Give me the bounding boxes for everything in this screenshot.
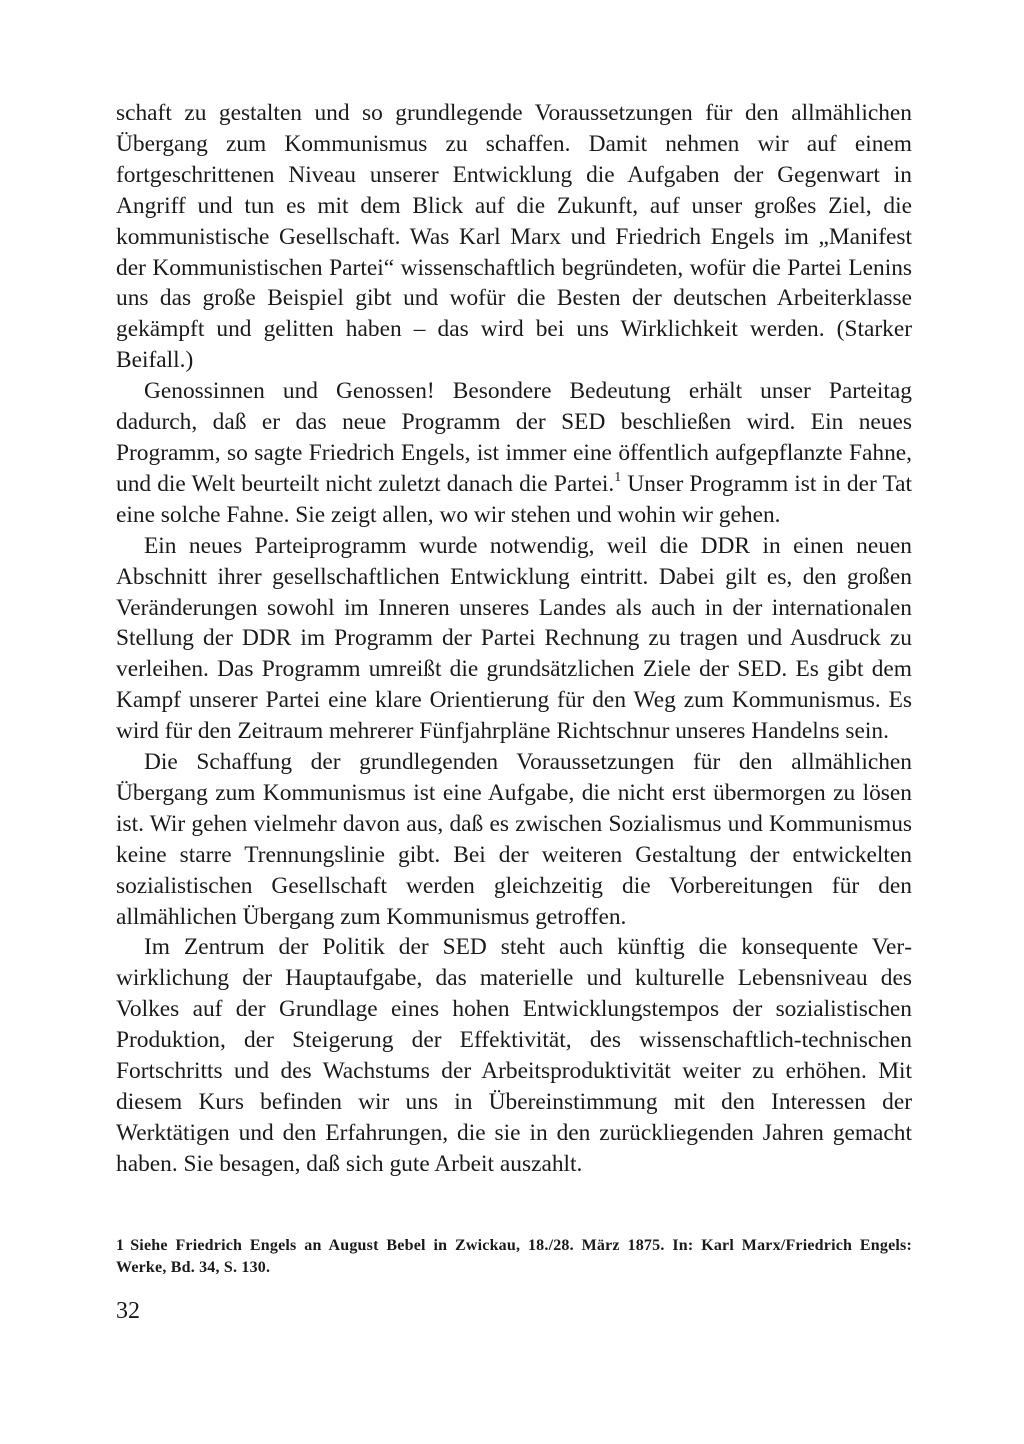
- paragraph-2: [116, 376, 912, 531]
- footnote: [116, 1235, 912, 1279]
- footnote-reference: 1: [614, 469, 622, 485]
- main-text: [116, 98, 912, 1180]
- paragraph-2-text-after: Unser Programm ist in der Tat eine solche Fahne. Sie zeigt allen, wo wir stehen und wohin wir gehen.: [116, 470, 912, 528]
- paragraph-2-text-before: Genossinnen und Genossen! Besondere Bedeutung erhält unser Parteitag dadurch, daß er das neue Programm der SED beschließen wird. Ein neues Programm, so sagte Friedrich Engels, ist immer eine öffentlich aufgepflanzte Fahne, und die Welt beurteilt nicht zuletzt danach die Partei.: [116, 378, 912, 497]
- page-body: [116, 98, 912, 1180]
- paragraph-3: Ein neues Parteiprogramm wurde notwendig, weil die DDR in einen neuen Abschnitt ihrer gesellschaftlichen Entwicklung eintritt. Dabei gilt es, den großen Veränderungen sowohl im Inneren unseres Landes als auch in der internationalen Stellung der DDR im Programm der Partei Rechnung zu tragen und Ausdruck zu verleihen. Das Programm umreißt die grundsätzlichen Ziele der SED. Es gibt dem Kampf unserer Partei eine klare Orientierung für den Weg zum Kommunismus. Es wird für den Zeitraum mehrerer Fünfjahrpläne Richtschnur unseres Handelns sein.: [116, 532, 912, 745]
- page-number: 32: [116, 1298, 140, 1324]
- paragraph-1: schaft zu gestalten und so grundlegende Voraussetzungen für den allmählichen Übergang zum Kommunismus zu schaffen. Damit nehmen wir auf einem fortgeschrittenen Niveau unserer Entwicklung die Aufgaben der Gegenwart in Angriff und tun es mit dem Blick auf die Zukunft, auf unser großes Ziel, die kommunistische Gesellschaft. Was Karl Marx und Friedrich Engels im „Manifest der Kommunistischen Partei“ wissenschaftlich begründeten, wofür die Partei Lenins uns das große Beispiel gibt und wofür die Besten der deutschen Arbeiterklasse gekämpft und gelitten haben – das wird bei uns Wirklichkeit werden. (Starker Beifall.): [116, 100, 912, 374]
- footnote-mark: 1: [116, 1237, 125, 1254]
- paragraph-5: Im Zentrum der Politik der SED steht auch künftig die konsequente Verwirklichung der Hauptaufgabe, das materielle und kulturelle Lebensniveau des Volkes auf der Grundlage eines hohen Entwicklungstempos der sozialistischen Produktion, der Steigerung der Effektivität, des wissenschaftlich-technischen Fortschritts und des Wachstums der Arbeitsproduktivität weiter zu erhöhen. Mit diesem Kurs befinden wir uns in Übereinstimmung mit den Interessen der Werktätigen und den Erfahrungen, die sie in den zurückliegenden Jahren gemacht haben. Sie besagen, daß sich gute Arbeit auszahlt.: [116, 934, 912, 1177]
- footnote-text: Siehe Friedrich Engels an August Bebel in Zwickau, 18./28. März 1875. In: Karl Marx/Friedrich Engels: Werke, Bd. 34, S. 130.: [116, 1237, 912, 1276]
- paragraph-4: Die Schaffung der grundlegenden Voraussetzungen für den allmählichen Übergang zum Kommunismus ist eine Aufgabe, die nicht erst übermorgen zu lösen ist. Wir gehen vielmehr davon aus, daß es zwischen Sozialismus und Kommunismus keine starre Trennungslinie gibt. Bei der weiteren Gestaltung der entwickelten sozialistischen Gesellschaft werden gleichzeitig die Vorbereitungen für den allmählichen Übergang zum Kommunismus getroffen.: [116, 749, 912, 930]
